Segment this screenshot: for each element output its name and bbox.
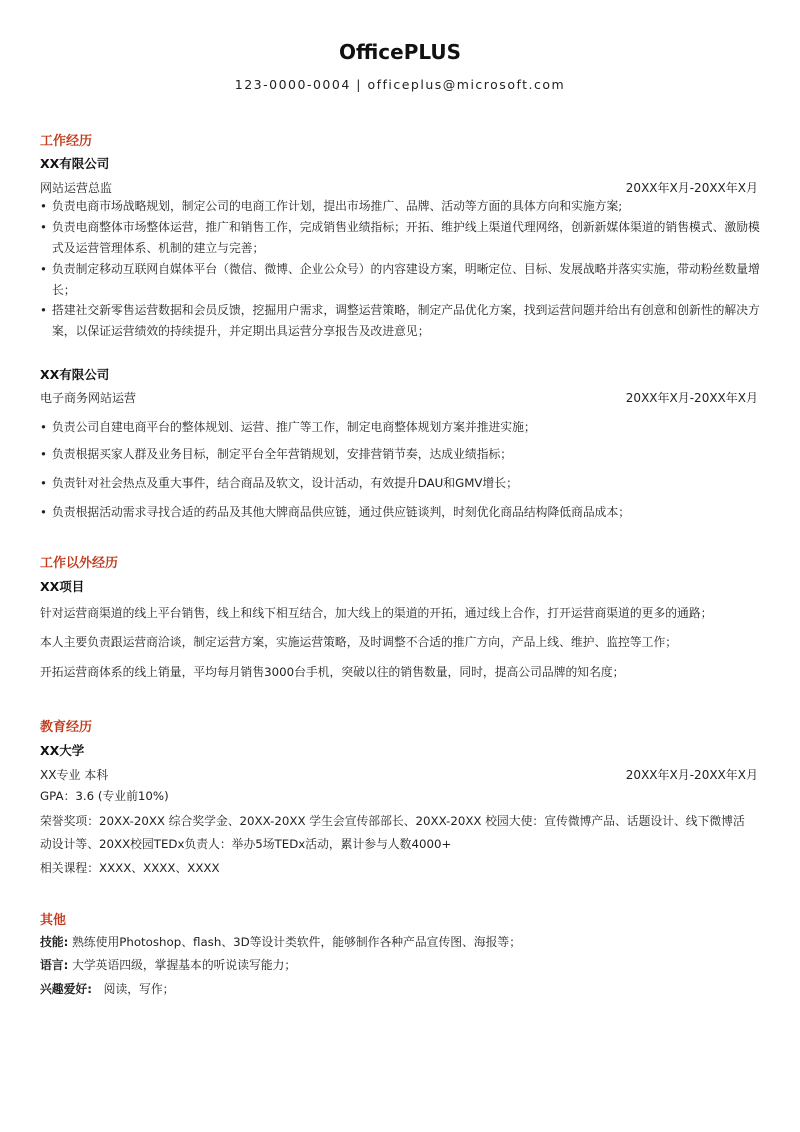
project-line: 针对运营商渠道的线上平台销售，线上和线下相互结合，加大线上的渠道的开拓，通过线上合作，打开运营商渠道的更多的通路； — [40, 606, 713, 620]
major-degree: XX专业 本科 — [40, 768, 109, 782]
job-bullet — [40, 259, 760, 301]
contact-info: 123-0000-0004 | officeplus@microsoft.com — [234, 77, 566, 92]
hobby-label: 兴趣爱好: — [40, 982, 92, 996]
bullet-text: 负责电商整体市场整体运营，推广和销售工作，完成销售业绩指标；开拓、维护线上渠道代理网络，创新新媒体渠道的销售模式、激励模式及运营管理体系、机制的建立与完善； — [52, 220, 760, 255]
courses: 相关课程：XXXX、XXXX、XXXX — [40, 861, 220, 875]
company-name: XX有限公司 — [40, 367, 110, 382]
candidate-name: OfficePLUS — [338, 40, 462, 64]
bullet-text: 负责根据买家人群及业务目标，制定平台全年营销规划，安排营销节奏，达成业绩指标； — [52, 447, 513, 461]
skills-row — [40, 932, 760, 953]
job-title: 网站运营总监 — [40, 181, 113, 195]
bullet-icon: • — [40, 476, 47, 490]
section-title-work: 工作经历 — [40, 134, 93, 149]
job-bullet — [40, 444, 760, 465]
job-date: 20XX年X月-20XX年X月 — [625, 181, 758, 195]
job-bullet — [40, 502, 760, 523]
company-name: XX有限公司 — [40, 156, 110, 171]
skills-label: 技能: — [40, 935, 69, 949]
education-date: 20XX年X月-20XX年X月 — [625, 768, 758, 782]
language-label: 语言: — [40, 958, 69, 972]
gpa: GPA：3.6 (专业前10%) — [40, 789, 169, 803]
hobby-text: 阅读，写作； — [103, 982, 175, 996]
bullet-text: 负责电商市场战略规划，制定公司的电商工作计划，提出市场推广、品牌、活动等方面的具体方向和实施方案; — [52, 199, 623, 213]
job-bullet — [40, 300, 760, 342]
language-row — [40, 955, 760, 976]
project-line: 本人主要负责跟运营商洽谈，制定运营方案，实施运营策略，及时调整不合适的推广方向，产品上线、维护、监控等工作； — [40, 635, 678, 649]
awards-line-2: 动设计等、20XX校园TEDx负责人：举办5场TEDx活动，累计参与人数4000+ — [40, 837, 452, 851]
job-bullet — [40, 473, 760, 494]
job-bullet — [40, 417, 760, 438]
bullet-icon: • — [40, 303, 47, 317]
bullet-icon: • — [40, 505, 47, 519]
section-title-project: 工作以外经历 — [40, 556, 119, 571]
job-bullet — [40, 196, 760, 217]
language-text: 大学英语四级，掌握基本的听说读写能力； — [72, 958, 297, 972]
hobby-row — [40, 979, 760, 1000]
job-bullet — [40, 217, 760, 259]
section-title-education: 教育经历 — [40, 720, 93, 735]
awards-line-1: 荣誉奖项：20XX-20XX 综合奖学金、20XX-20XX 学生会宣传部部长、20XX-20XX 校园大使：宣传微博产品、话题设计、线下微博活 — [40, 814, 745, 828]
bullet-text: 负责制定移动互联网自媒体平台（微信、微博、企业公众号）的内容建设方案，明晰定位、目标、发展战略并落实实施，带动粉丝数量增长； — [52, 262, 760, 297]
school-name: XX大学 — [40, 743, 85, 758]
bullet-text: 搭建社交新零售运营数据和会员反馈，挖掘用户需求，调整运营策略，制定产品优化方案，找到运营问题并给出有创意和创新性的解决方案，以保证运营绩效的持续提升，并定期出具运营分享报告及改进意见； — [52, 303, 760, 338]
bullet-icon: • — [40, 220, 47, 234]
bullet-text: 负责公司自建电商平台的整体规划、运营、推广等工作，制定电商整体规划方案并推进实施； — [52, 420, 536, 434]
job-date: 20XX年X月-20XX年X月 — [625, 391, 758, 405]
bullet-icon: • — [40, 262, 47, 276]
section-title-other: 其他 — [40, 913, 67, 928]
bullet-icon: • — [40, 420, 47, 434]
project-name: XX项目 — [40, 579, 85, 594]
bullet-text: 负责根据活动需求寻找合适的药品及其他大牌商品供应链，通过供应链谈判，时刻优化商品结构降低商品成本； — [52, 505, 631, 519]
bullet-icon: • — [40, 447, 47, 461]
bullet-text: 负责针对社会热点及重大事件，结合商品及软文，设计活动，有效提升DAU和GMV增长； — [52, 476, 518, 490]
skills-text: 熟练使用Photoshop、flash、3D等设计类软件，能够制作各种产品宣传图、海报等； — [72, 935, 522, 949]
project-line: 开拓运营商体系的线上销量，平均每月销售3000台手机，突破以往的销售数量，同时，提高公司品牌的知名度； — [40, 665, 625, 679]
job-title: 电子商务网站运营 — [40, 391, 137, 405]
bullet-icon: • — [40, 199, 47, 213]
